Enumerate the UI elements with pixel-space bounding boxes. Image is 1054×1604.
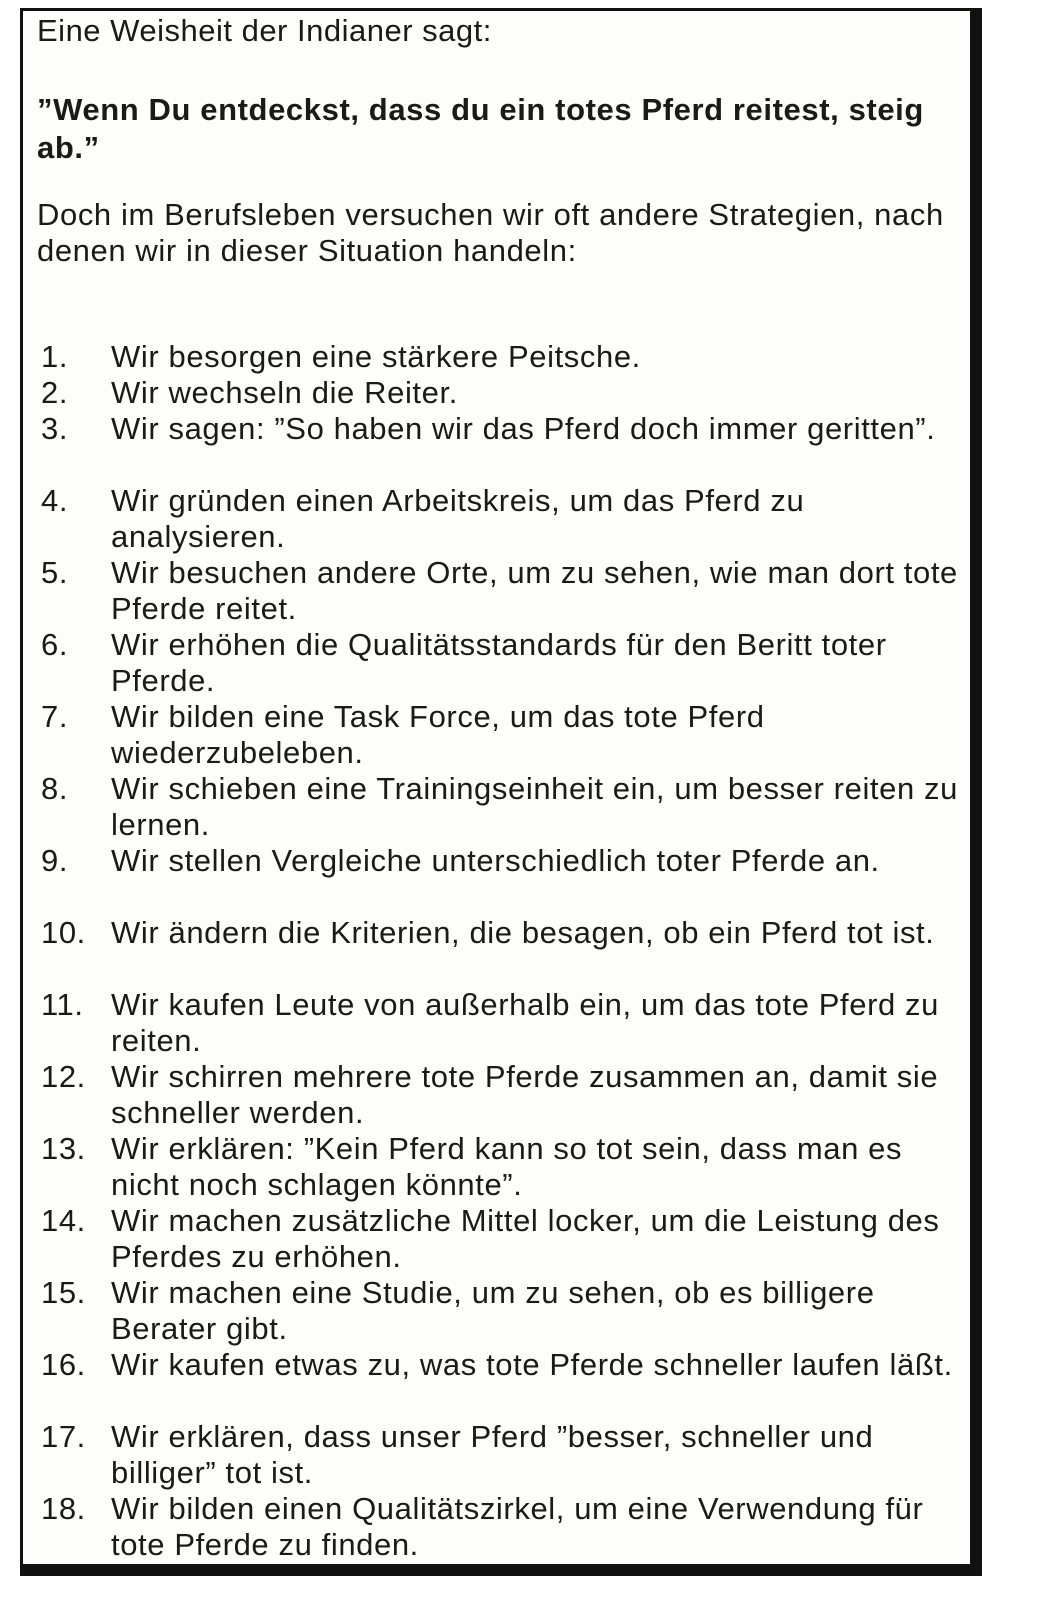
item-number: 16. bbox=[41, 1347, 86, 1382]
item-number: 9. bbox=[41, 843, 69, 878]
item-text: Wir erhöhen die Qualitätsstandards für den Beritt toter Pferde. bbox=[111, 627, 887, 698]
item-text: Wir schieben eine Trainingseinheit ein, um besser reiten zu lernen. bbox=[111, 771, 958, 842]
item-text: Wir schirren mehrere tote Pferde zusammen an, damit sie schneller werden. bbox=[111, 1059, 939, 1130]
list-item bbox=[41, 1419, 971, 1491]
item-text: Wir kaufen etwas zu, was tote Pferde schneller laufen läßt. bbox=[111, 1347, 953, 1382]
strategy-list bbox=[41, 339, 971, 1563]
intro-line: Eine Weisheit der Indianer sagt: bbox=[37, 13, 492, 48]
list-item bbox=[41, 555, 971, 627]
list-item bbox=[41, 339, 971, 375]
item-text: Wir machen eine Studie, um zu sehen, ob es billigere Berater gibt. bbox=[111, 1275, 875, 1346]
list-item bbox=[41, 1347, 971, 1419]
item-text: Wir erklären: ”Kein Pferd kann so tot sein, dass man es nicht noch schlagen könnte”. bbox=[111, 1131, 903, 1202]
quote-heading: ”Wenn Du entdeckst, dass du ein totes Pferd reitest, steig ab.” bbox=[37, 92, 924, 165]
item-number: 14. bbox=[41, 1203, 86, 1238]
item-text: Wir stellen Vergleiche unterschiedlich toter Pferde an. bbox=[111, 843, 880, 878]
item-number: 6. bbox=[41, 627, 69, 662]
item-number: 1. bbox=[41, 339, 69, 374]
intro-paragraph: Doch im Berufsleben versuchen wir oft andere Strategien, nach denen wir in dieser Situation handeln: bbox=[37, 197, 944, 268]
document-frame bbox=[20, 8, 982, 1576]
list-item bbox=[41, 1059, 971, 1131]
list-item bbox=[41, 915, 971, 987]
item-number: 15. bbox=[41, 1275, 86, 1310]
item-text: Wir gründen einen Arbeitskreis, um das Pferd zu analysieren. bbox=[111, 483, 805, 554]
item-number: 8. bbox=[41, 771, 69, 806]
list-item bbox=[41, 843, 971, 915]
list-item bbox=[41, 1131, 971, 1203]
item-number: 7. bbox=[41, 699, 69, 734]
list-item bbox=[41, 987, 971, 1059]
list-item bbox=[41, 699, 971, 771]
list-item bbox=[41, 1275, 971, 1347]
item-number: 5. bbox=[41, 555, 69, 590]
list-item bbox=[41, 1203, 971, 1275]
item-text: Wir bilden einen Qualitätszirkel, um eine Verwendung für tote Pferde zu finden. bbox=[111, 1491, 924, 1562]
item-text: Wir wechseln die Reiter. bbox=[111, 375, 458, 410]
list-item bbox=[41, 411, 971, 483]
item-number: 3. bbox=[41, 411, 69, 446]
list-item bbox=[41, 627, 971, 699]
item-text: Wir besuchen andere Orte, um zu sehen, wie man dort tote Pferde reitet. bbox=[111, 555, 958, 626]
item-text: Wir ändern die Kriterien, die besagen, ob ein Pferd tot ist. bbox=[111, 915, 935, 950]
item-text: Wir erklären, dass unser Pferd ”besser, schneller und billiger” tot ist. bbox=[111, 1419, 874, 1490]
list-item bbox=[41, 375, 971, 411]
list-item bbox=[41, 1491, 971, 1563]
item-number: 18. bbox=[41, 1491, 86, 1526]
item-number: 4. bbox=[41, 483, 69, 518]
item-text: Wir bilden eine Task Force, um das tote Pferd wiederzubeleben. bbox=[111, 699, 765, 770]
item-text: Wir machen zusätzliche Mittel locker, um die Leistung des Pferdes zu erhöhen. bbox=[111, 1203, 940, 1274]
item-number: 10. bbox=[41, 915, 86, 950]
item-number: 13. bbox=[41, 1131, 86, 1166]
item-number: 12. bbox=[41, 1059, 86, 1094]
list-item bbox=[41, 483, 971, 555]
item-text: Wir sagen: ”So haben wir das Pferd doch immer geritten”. bbox=[111, 411, 936, 446]
item-number: 11. bbox=[41, 987, 84, 1022]
item-number: 17. bbox=[41, 1419, 86, 1454]
item-text: Wir kaufen Leute von außerhalb ein, um das tote Pferd zu reiten. bbox=[111, 987, 939, 1058]
item-number: 2. bbox=[41, 375, 69, 410]
list-item bbox=[41, 771, 971, 843]
item-text: Wir besorgen eine stärkere Peitsche. bbox=[111, 339, 641, 374]
